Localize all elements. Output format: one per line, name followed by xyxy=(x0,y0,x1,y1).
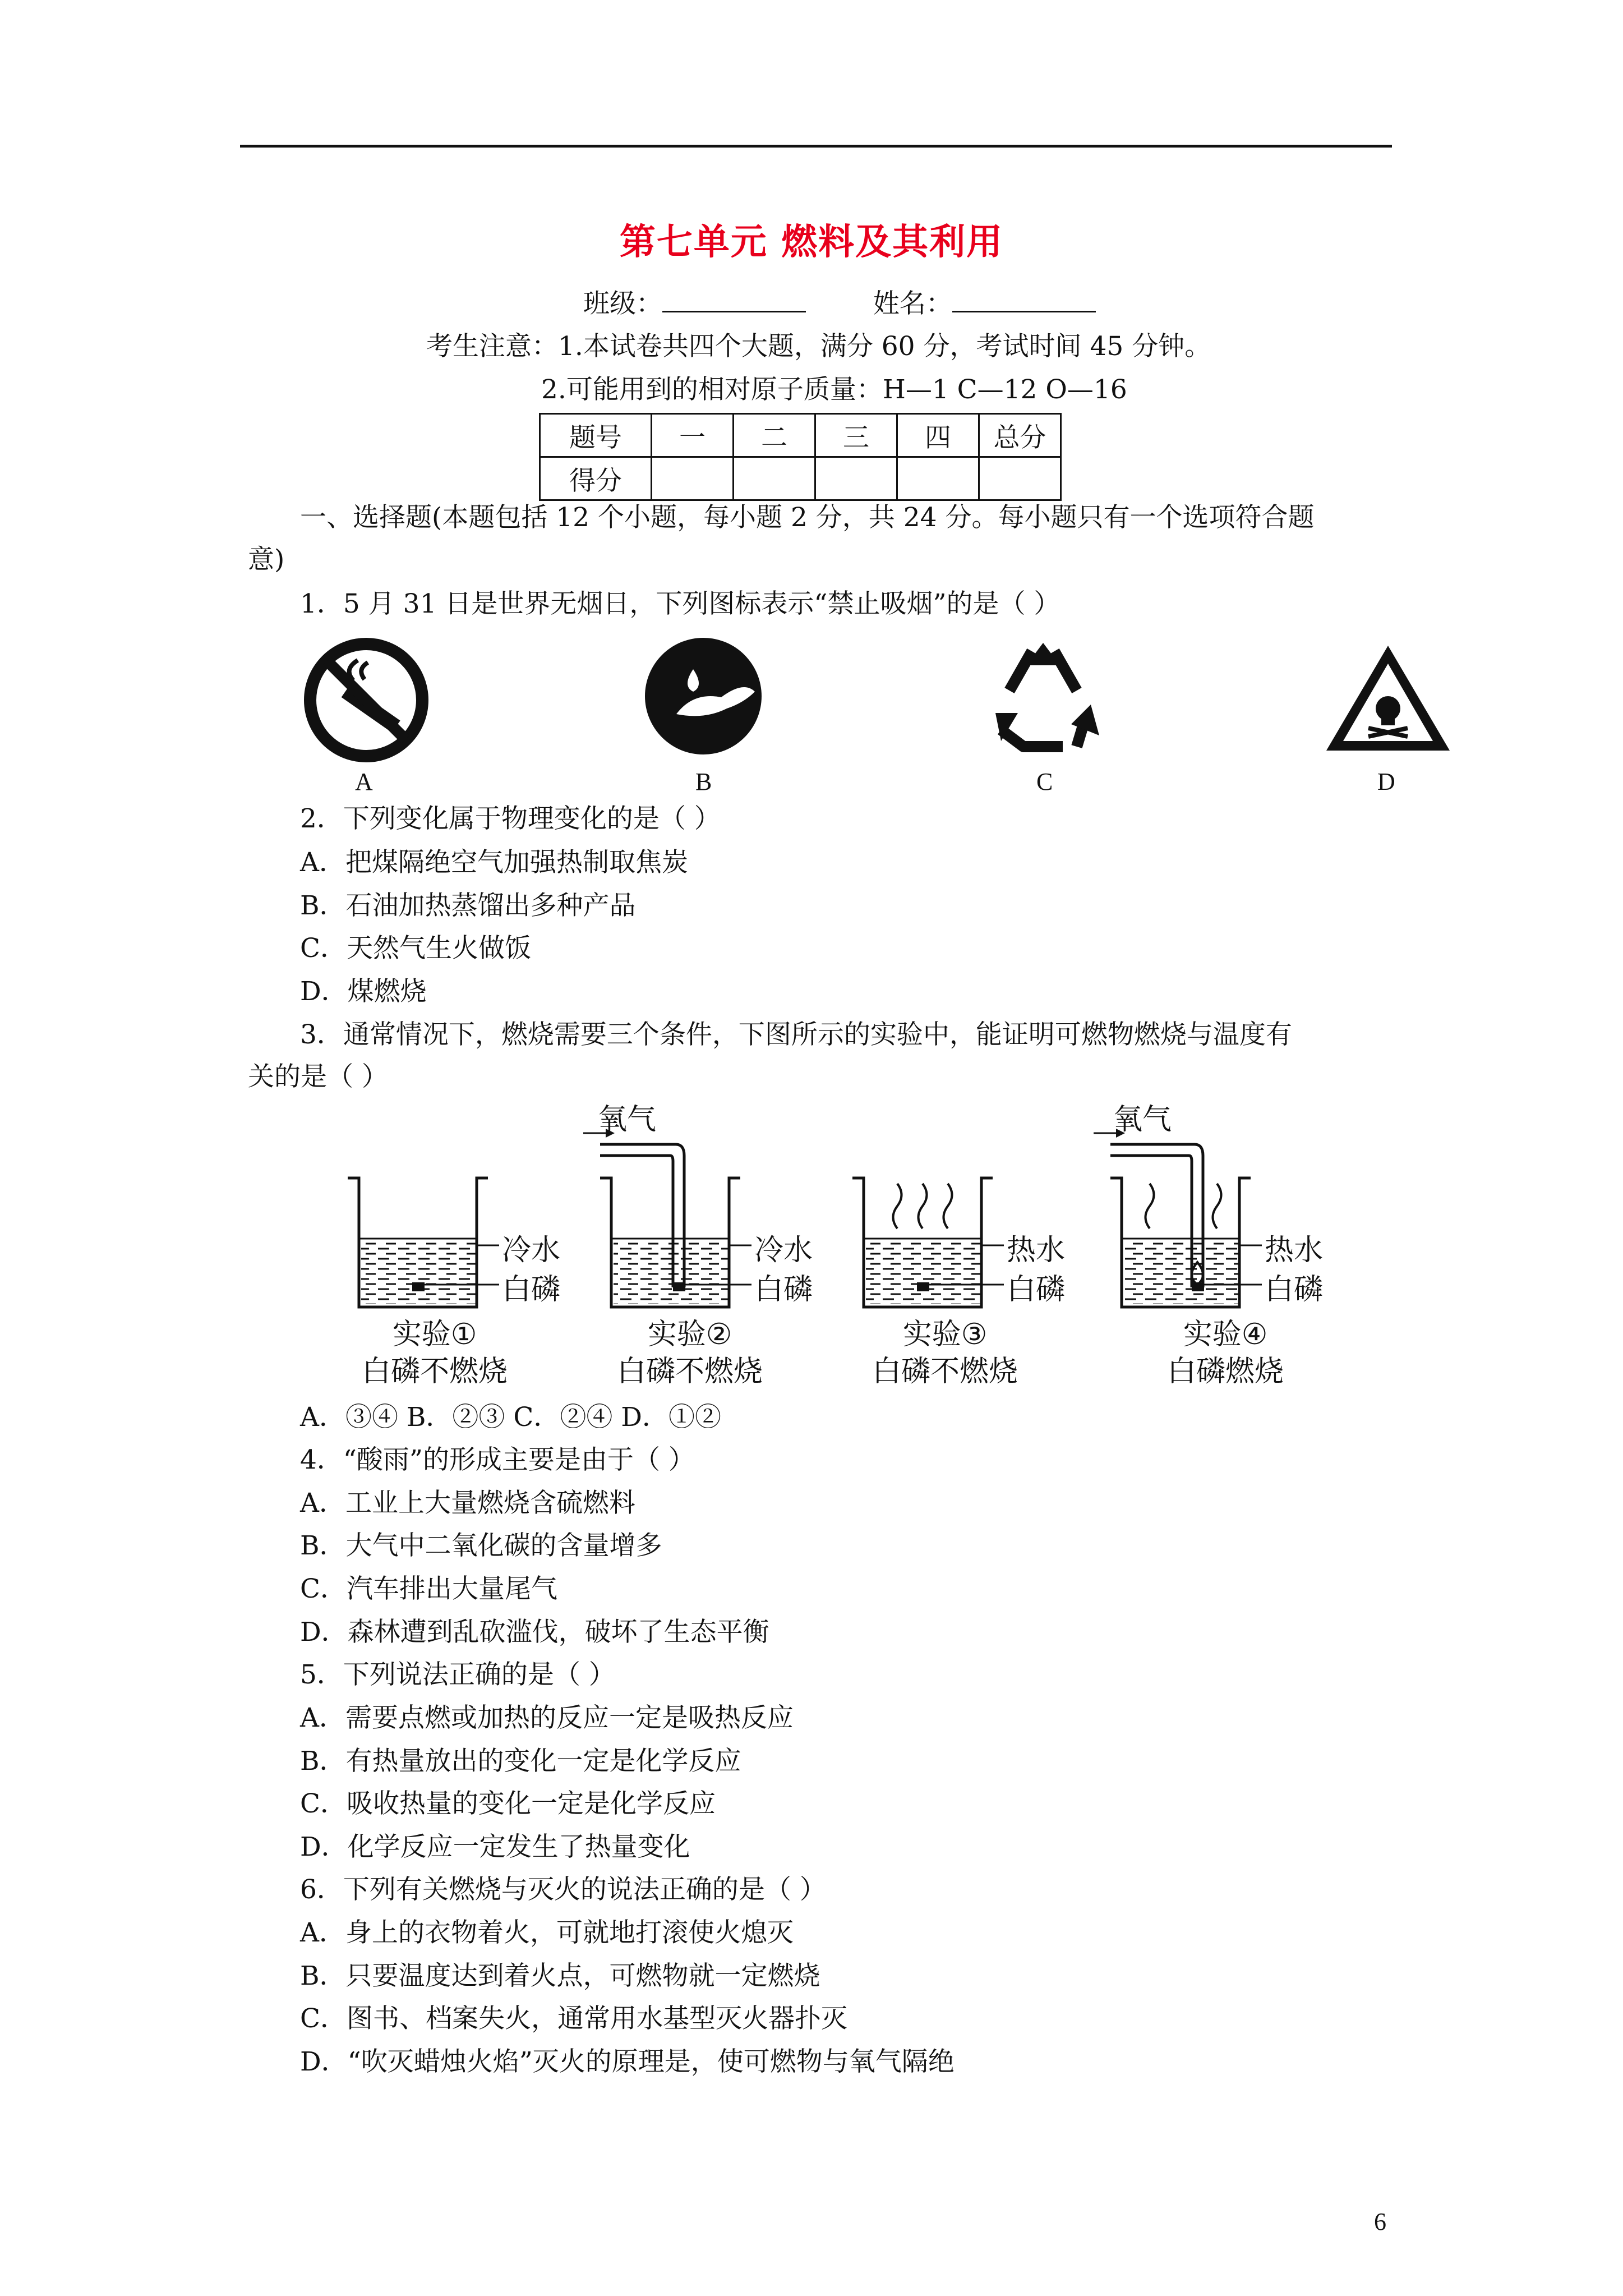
option-c-label: C xyxy=(1036,768,1053,795)
class-blank[interactable] xyxy=(662,288,806,312)
experiment-1-name: 实验① xyxy=(392,1318,477,1351)
water-saving-icon xyxy=(643,636,764,757)
question-5-option-d[interactable]: D．化学反应一定发生了热量变化 xyxy=(300,1832,690,1862)
page-number: 6 xyxy=(1374,2208,1386,2235)
class-name-line xyxy=(583,287,1096,321)
no-smoking-icon xyxy=(302,636,431,765)
exam-note-2: 2.可能用到的相对原子质量：H—1 C—12 O—16 xyxy=(541,374,1127,405)
table-cell: 一 xyxy=(652,414,734,457)
question-3-options[interactable]: A．③④ B．②③ C．②④ D．①② xyxy=(300,1402,721,1433)
question-1-stem: 1．5 月 31 日是世界无烟日，下列图标表示“禁止吸烟”的是（ ） xyxy=(300,588,1061,619)
table-cell: 得分 xyxy=(540,457,652,500)
option-b-label: B xyxy=(695,768,712,795)
exam-note-1: 考生注意：1.本试卷共四个大题，满分 60 分，考试时间 45 分钟。 xyxy=(426,331,1211,362)
hot-water-label-3: 热水 xyxy=(1007,1234,1066,1267)
white-phosphorus-label-1: 白磷 xyxy=(502,1273,561,1306)
white-phosphorus-label-3: 白磷 xyxy=(1007,1273,1066,1306)
question-6-option-b[interactable]: B．只要温度达到着火点，可燃物就一定燃烧 xyxy=(300,1961,820,1991)
question-5-stem: 5．下列说法正确的是（ ） xyxy=(300,1659,615,1690)
score-input-cell[interactable] xyxy=(897,457,979,500)
score-input-cell[interactable] xyxy=(979,457,1061,500)
hot-water-label-4: 热水 xyxy=(1265,1234,1324,1267)
poison-warning-icon xyxy=(1324,641,1453,753)
question-6-option-d[interactable]: D．“吹灭蜡烛火焰”灭火的原理是，使可燃物与氧气隔绝 xyxy=(300,2046,955,2077)
score-table-header-row xyxy=(540,414,1061,457)
beaker-2 xyxy=(583,1129,751,1307)
question-4-option-c[interactable]: C．汽车排出大量尾气 xyxy=(300,1573,557,1604)
class-label: 班级： xyxy=(583,288,662,319)
question-6-option-a[interactable]: A．身上的衣物着火，可就地打滚使火熄灭 xyxy=(300,1917,794,1948)
experiment-3-caption xyxy=(852,1316,1038,1390)
question-2-option-b[interactable]: B．石油加热蒸馏出多种产品 xyxy=(300,890,636,921)
white-phosphorus-label-2: 白磷 xyxy=(754,1273,813,1306)
question-6-stem: 6．下列有关燃烧与灭火的说法正确的是（ ） xyxy=(300,1874,826,1905)
question-5-option-a[interactable]: A．需要点燃或加热的反应一定是吸热反应 xyxy=(300,1703,794,1733)
question-2-option-d[interactable]: D．煤燃烧 xyxy=(300,976,427,1007)
beaker-4 xyxy=(1094,1129,1262,1307)
section-heading: 一、选择题(本题包括 12 个小题，每小题 2 分，共 24 分。每小题只有一个选项符合题 xyxy=(300,502,1315,533)
experiment-3-name: 实验③ xyxy=(902,1318,988,1351)
name-blank[interactable] xyxy=(952,288,1096,312)
question-2-option-c[interactable]: C．天然气生火做饭 xyxy=(300,933,531,964)
score-table-score-row xyxy=(540,457,1061,500)
experiment-3-result: 白磷不燃烧 xyxy=(872,1355,1018,1388)
question-2-stem: 2．下列变化属于物理变化的是（ ） xyxy=(300,803,721,834)
white-phosphorus-label-4: 白磷 xyxy=(1265,1273,1324,1306)
experiment-1-caption xyxy=(342,1316,527,1390)
oxygen-label-4: 氧气 xyxy=(1113,1103,1172,1137)
experiment-4-result: 白磷燃烧 xyxy=(1166,1355,1284,1388)
beaker-1 xyxy=(348,1178,499,1307)
experiment-4-caption xyxy=(1133,1316,1318,1390)
recycle-icon xyxy=(979,634,1108,758)
question-3-stem-cont: 关的是（ ） xyxy=(248,1061,388,1092)
option-d-label: D xyxy=(1377,768,1395,795)
question-5-option-b[interactable]: B．有热量放出的变化一定是化学反应 xyxy=(300,1746,741,1777)
cold-water-label-2: 冷水 xyxy=(754,1234,813,1267)
question-4-option-b[interactable]: B．大气中二氧化碳的含量增多 xyxy=(300,1530,662,1561)
option-a-label: A xyxy=(355,768,373,795)
section-heading-cont: 意) xyxy=(248,544,285,575)
question-2-option-a[interactable]: A．把煤隔绝空气加强热制取焦炭 xyxy=(300,847,688,878)
score-table xyxy=(539,413,1062,501)
question-4-stem: 4．“酸雨”的形成主要是由于（ ） xyxy=(300,1444,695,1475)
table-cell: 题号 xyxy=(540,414,652,457)
cold-water-label-1: 冷水 xyxy=(502,1234,561,1267)
experiment-2-caption xyxy=(597,1316,782,1390)
question-6-option-c[interactable]: C．图书、档案失火，通常用水基型灭火器扑灭 xyxy=(300,2003,847,2034)
beaker-3 xyxy=(852,1178,1004,1307)
table-cell: 总分 xyxy=(979,414,1061,457)
page-title: 第七单元 燃料及其利用 xyxy=(619,221,1004,263)
table-cell: 四 xyxy=(897,414,979,457)
experiment-1-result: 白磷不燃烧 xyxy=(361,1355,508,1388)
question-5-option-c[interactable]: C．吸收热量的变化一定是化学反应 xyxy=(300,1788,716,1819)
question-3-stem: 3．通常情况下，燃烧需要三个条件，下图所示的实验中，能证明可燃物燃烧与温度有 xyxy=(300,1019,1292,1050)
experiment-4-name: 实验④ xyxy=(1183,1318,1268,1351)
question-4-option-d[interactable]: D．森林遭到乱砍滥伐，破坏了生态平衡 xyxy=(300,1617,769,1648)
table-cell: 三 xyxy=(815,414,897,457)
combustion-experiment-diagram xyxy=(336,1094,1402,1313)
score-input-cell[interactable] xyxy=(734,457,815,500)
oxygen-label-2: 氧气 xyxy=(598,1103,657,1137)
table-cell: 二 xyxy=(734,414,815,457)
header-rule xyxy=(240,145,1392,148)
score-input-cell[interactable] xyxy=(815,457,897,500)
experiment-2-name: 实验② xyxy=(647,1318,732,1351)
score-input-cell[interactable] xyxy=(652,457,734,500)
question-4-option-a[interactable]: A．工业上大量燃烧含硫燃料 xyxy=(300,1488,635,1519)
experiment-2-result: 白磷不燃烧 xyxy=(616,1355,763,1388)
name-label: 姓名： xyxy=(873,288,952,319)
